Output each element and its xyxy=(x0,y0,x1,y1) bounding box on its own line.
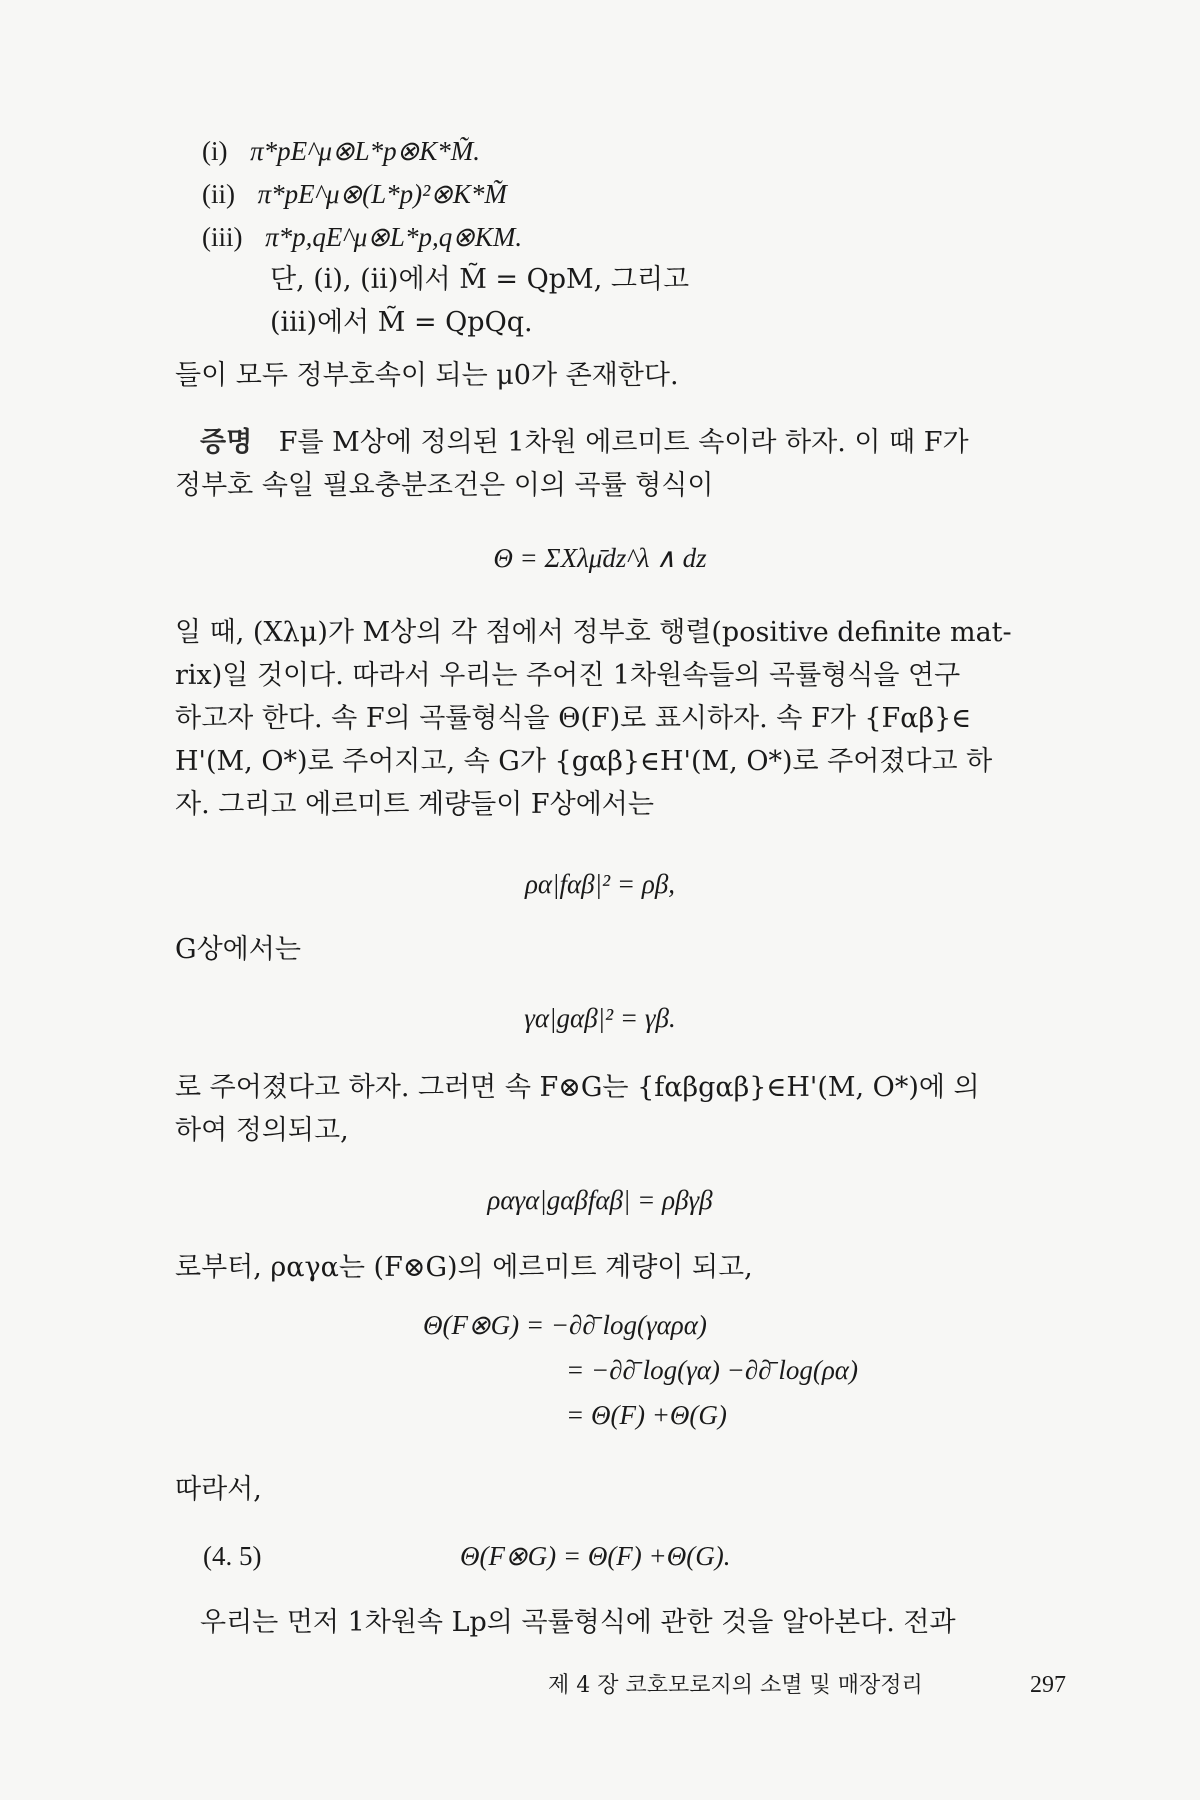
aligned-equation-line: = Θ(F) +Θ(G) xyxy=(566,1400,727,1430)
paragraph-line: 로 주어졌다고 하자. 그러면 속 F⊗G는 {fαβgαβ}∈H'(M, O*)에 의 xyxy=(175,1072,980,1103)
proof-line-1 xyxy=(200,425,969,461)
condition-label: (i) xyxy=(202,136,228,166)
rho-equation: ρα|fαβ|² = ρβ, xyxy=(524,869,676,899)
claim-text: 들이 모두 정부호속이 되는 μ0가 존재한다. xyxy=(175,360,679,391)
condition-note-1: 단, (i), (ii)에서 M̃ = QpM, 그리고 xyxy=(270,264,690,295)
condition-formula: π*pE^μ⊗L*p⊗K*M̃. xyxy=(250,136,481,166)
equation-formula: Θ(F⊗G) = Θ(F) +Θ(G). xyxy=(460,1541,731,1571)
condition-ii xyxy=(202,176,507,213)
paragraph-line: 로부터, ραγα는 (F⊗G)의 에르미트 계량이 되고, xyxy=(175,1252,753,1283)
condition-iii xyxy=(202,219,522,256)
proof-label: 증명 xyxy=(200,427,253,458)
therefore-text: 따라서, xyxy=(175,1474,262,1505)
condition-label: (iii) xyxy=(202,222,243,252)
paragraph-line: 하여 정의되고, xyxy=(175,1115,349,1146)
paragraph-line: 우리는 먼저 1차원속 Lp의 곡률형식에 관한 것을 알아본다. 전과 xyxy=(200,1607,956,1638)
equation-number: (4. 5) xyxy=(203,1541,262,1571)
chapter-footer: 제 4 장 코호모로지의 소멸 및 매장정리 xyxy=(548,1673,923,1698)
paragraph-line: rix)일 것이다. 따라서 우리는 주어진 1차원속들의 곡률형식을 연구 xyxy=(175,660,961,691)
equation-4-5 xyxy=(203,1538,731,1575)
paragraph-line: 하고자 한다. 속 F의 곡률형식을 Θ(F)로 표시하자. 속 F가 {Fαβ}∈ xyxy=(175,703,972,734)
g-line: G상에서는 xyxy=(175,934,301,965)
paragraph-line: 일 때, (Xλμ)가 M상의 각 점에서 정부호 행렬(positive definite mat- xyxy=(175,617,1012,648)
page-number: 297 xyxy=(1030,1672,1066,1698)
paragraph-line: 자. 그리고 에르미트 계량들이 F상에서는 xyxy=(175,789,654,820)
paragraph-line: H'(M, O*)로 주어지고, 속 G가 {gαβ}∈H'(M, O*)로 주어졌다고 하 xyxy=(175,746,993,777)
aligned-equation-line: Θ(F⊗G) = −∂∂̄ log(γαρα) xyxy=(423,1310,707,1340)
gamma-equation: γα|gαβ|² = γβ. xyxy=(524,1003,676,1033)
condition-formula: π*pE^μ⊗(L*p)²⊗K*M̃ xyxy=(257,179,507,209)
condition-formula: π*p,qE^μ⊗L*p,q⊗KM. xyxy=(265,222,523,252)
product-equation: ραγα|gαβfαβ| = ρβγβ xyxy=(487,1185,713,1215)
proof-line-2: 정부호 속일 필요충분조건은 이의 곡률 형식이 xyxy=(175,470,714,501)
condition-label: (ii) xyxy=(202,179,235,209)
curvature-equation: Θ = ΣXλμ̄dz^λ ∧ dz xyxy=(493,543,707,573)
aligned-equation-line: = −∂∂̄ log(γα) −∂∂̄ log(ρα) xyxy=(566,1355,858,1385)
proof-text: F를 M상에 정의된 1차원 에르미트 속이라 하자. 이 때 F가 xyxy=(278,427,969,458)
condition-i xyxy=(202,133,480,170)
condition-note-2: (iii)에서 M̃ = QpQq. xyxy=(270,307,533,338)
